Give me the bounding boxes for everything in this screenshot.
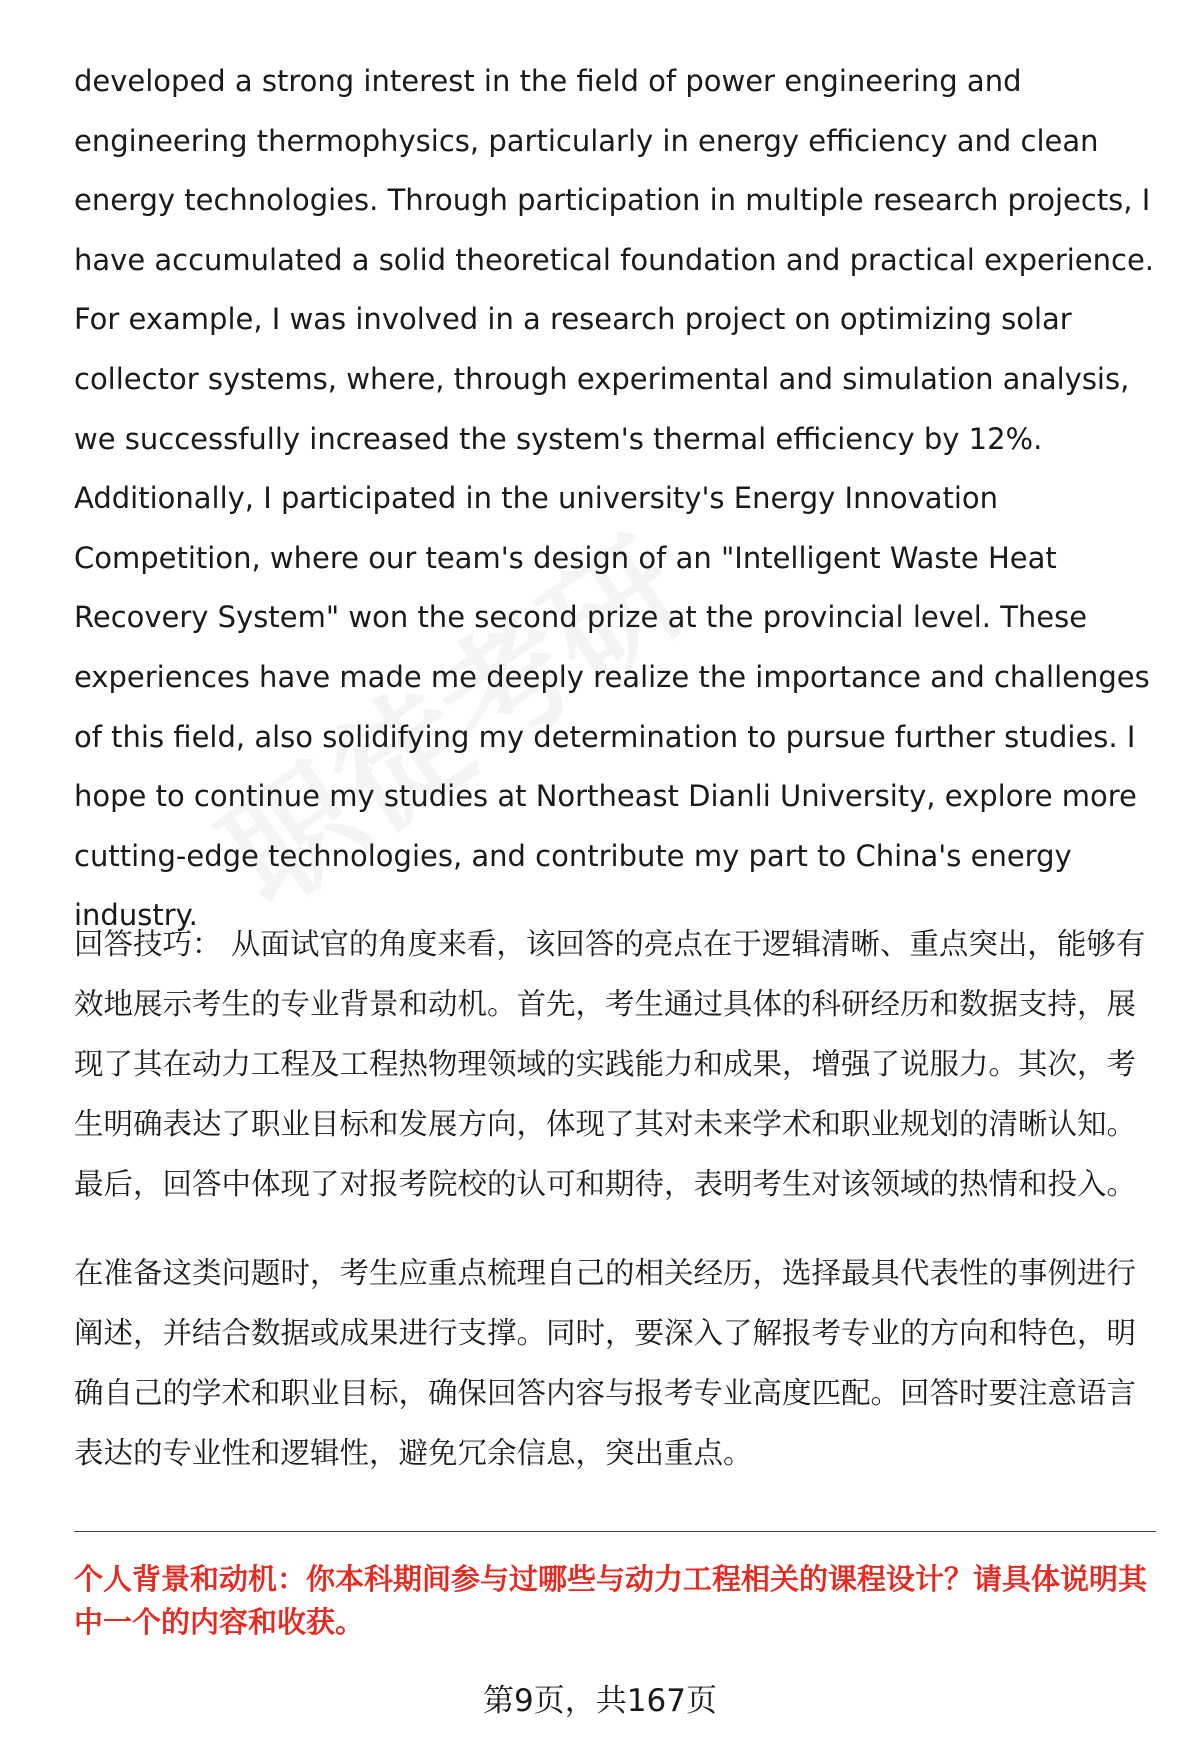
page-number-footer: 第9页，共167页 — [483, 1683, 717, 1719]
next-question-heading: 个人背景和动机：你本科期间参与过哪些与动力工程相关的课程设计？请具体说明其中一个的内容和收获。 — [74, 1562, 1148, 1639]
preparation-advice-paragraph: 在准备这类问题时，考生应重点梳理自己的相关经历，选择最具代表性的事例进行阐述，并结合数据或成果进行支撑。同时，要深入了解报考专业的方向和特色，明确自己的学术和职业目标，确保回答内容与报考专业高度匹配。回答时要注意语言表达的专业性和逻辑性，避免冗余信息，突出重点。 — [74, 1256, 1137, 1470]
answer-tips-text: 从面试官的角度来看，该回答的亮点在于逻辑清晰、重点突出，能够有效地展示考生的专业背景和动机。首先，考生通过具体的科研经历和数据支持，展现了其在动力工程及工程热物理领域的实践能力和成果，增强了说服力。其次，考生明确表达了职业目标和发展方向，体现了其对未来学术和职业规划的清晰认知。最后，回答中体现了对报考院校的认可和期待，表明考生对该领域的热情和投入。 — [74, 927, 1146, 1201]
section-divider — [74, 1531, 1156, 1532]
answer-tips-label: 回答技巧： — [74, 927, 222, 961]
answer-tips-paragraph — [74, 914, 1159, 1214]
answer-paragraph-english: developed a strong interest in the field of power engineering and engineering thermophysics, particularly in energy efficiency and clean energy technologies. Through participation in multiple research projects, I have accumulated a solid theoretical foundation and practical experience. For example, I was involved in a research project on optimizing solar collector systems, where, through experimental and simulation analysis, we successfully increased the system's thermal efficiency by 12%. Additionally, I participated in the university's Energy Innovation Competition, where our team's design of an "Intelligent Waste Heat Recovery System" won the second prize at the provincial level. These experiences have made me deeply realize the importance and challenges of this field, also solidifying my determination to pursue further studies. I hope to continue my studies at Northeast Dianli University, explore more cutting-edge technologies, and contribute my part to China's energy industry. — [74, 64, 1155, 933]
